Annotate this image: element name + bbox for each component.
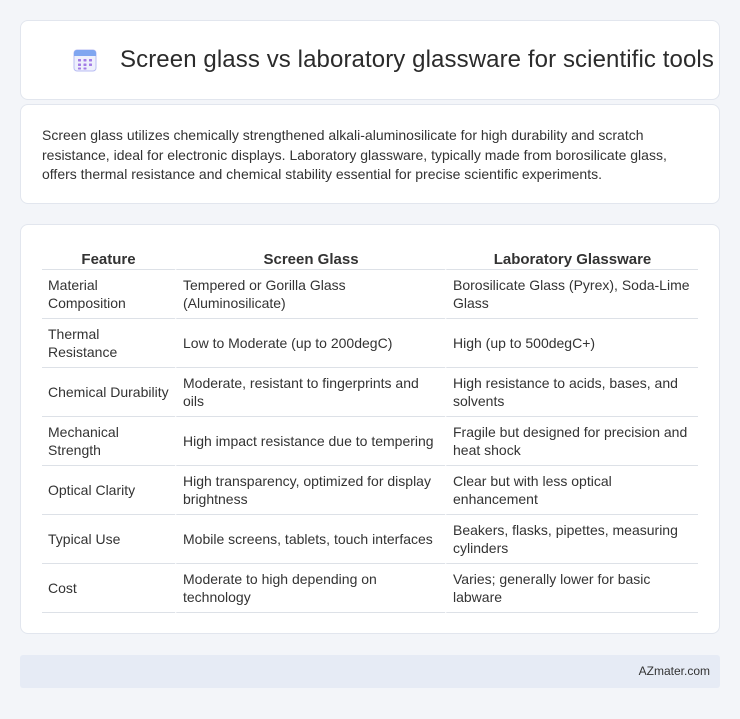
column-header-laboratory-glassware: Laboratory Glassware — [445, 245, 698, 270]
table-row — [42, 466, 698, 515]
screen-glass-cell: High impact resistance due to tempering — [175, 417, 445, 466]
feature-cell: Thermal Resistance — [42, 319, 175, 368]
footer-site-credit: AZmater.com — [638, 664, 710, 678]
table-row — [42, 368, 698, 417]
table-header-row — [42, 245, 698, 270]
page-title: Screen glass vs laboratory glassware for scientific tools — [120, 46, 714, 73]
screen-glass-cell: Moderate to high depending on technology — [175, 564, 445, 613]
column-header-screen-glass: Screen Glass — [175, 245, 445, 270]
table-row — [42, 319, 698, 368]
screen-glass-cell: High transparency, optimized for display brightness — [175, 466, 445, 515]
lab-glassware-cell: Borosilicate Glass (Pyrex), Soda-Lime Glass — [445, 270, 698, 319]
table-row — [42, 564, 698, 613]
lab-glassware-cell: Beakers, flasks, pipettes, measuring cylinders — [445, 515, 698, 564]
screen-glass-cell: Moderate, resistant to fingerprints and oils — [175, 368, 445, 417]
lab-glassware-cell: Varies; generally lower for basic labware — [445, 564, 698, 613]
screen-glass-cell: Mobile screens, tablets, touch interfaces — [175, 515, 445, 564]
lab-glassware-cell: High resistance to acids, bases, and solvents — [445, 368, 698, 417]
column-header-feature: Feature — [42, 245, 175, 270]
lab-glassware-cell: Clear but with less optical enhancement — [445, 466, 698, 515]
lab-glassware-cell: Fragile but designed for precision and heat shock — [445, 417, 698, 466]
title-bar — [72, 21, 714, 99]
feature-cell: Typical Use — [42, 515, 175, 564]
table-row — [42, 417, 698, 466]
feature-cell: Cost — [42, 564, 175, 613]
table-row — [42, 270, 698, 319]
screen-glass-cell: Low to Moderate (up to 200degC) — [175, 319, 445, 368]
feature-cell: Chemical Durability — [42, 368, 175, 417]
comparison-table — [42, 245, 698, 613]
table-row — [42, 515, 698, 564]
feature-cell: Material Composition — [42, 270, 175, 319]
intro-paragraph: Screen glass utilizes chemically strengthened alkali-aluminosilicate for high durability and scratch resistance, ideal for electronic displays. Laboratory glassware, typically made from borosilicate glass, offers thermal resistance and chemical stability essential for precise scientific experiments. — [42, 127, 667, 182]
screen-glass-cell: Tempered or Gorilla Glass (Aluminosilicate) — [175, 270, 445, 319]
lab-glassware-cell: High (up to 500degC+) — [445, 319, 698, 368]
comparison-card — [20, 224, 720, 634]
intro-card — [20, 104, 720, 204]
footer-bar — [20, 655, 720, 688]
feature-cell: Mechanical Strength — [42, 417, 175, 466]
feature-cell: Optical Clarity — [42, 466, 175, 515]
header-card — [20, 20, 720, 100]
calendar-grid-icon — [72, 47, 98, 73]
